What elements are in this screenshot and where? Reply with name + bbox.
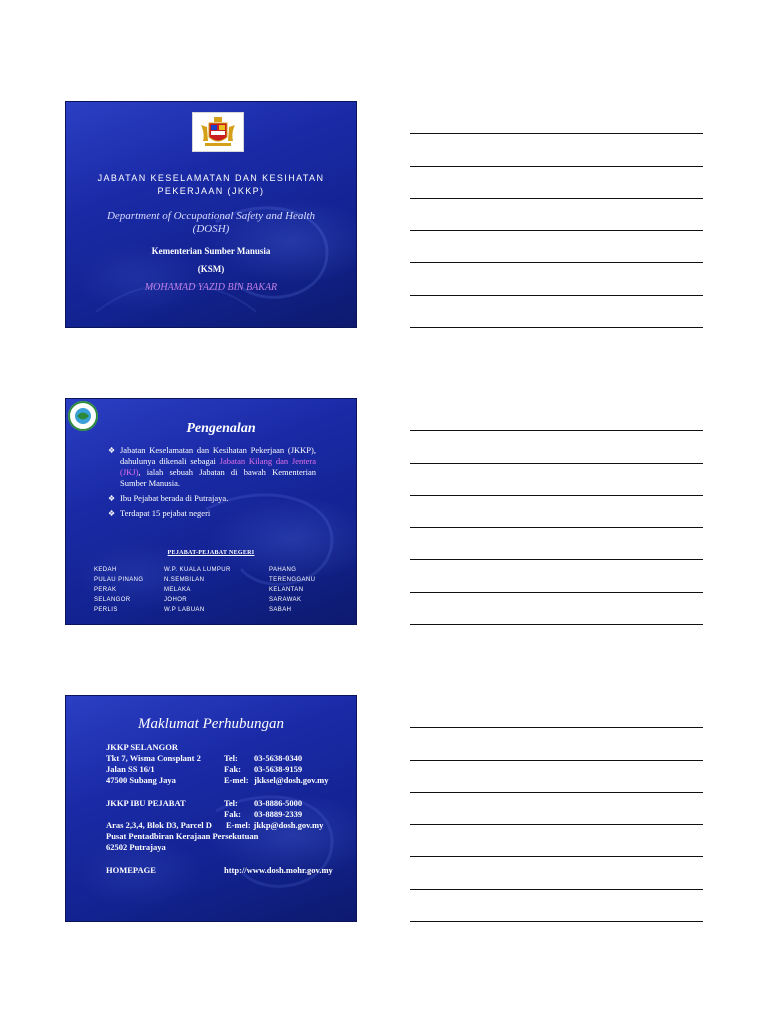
slide-heading: Maklumat Perhubungan	[138, 716, 284, 732]
phone-number: 03-5638-0340	[254, 753, 303, 763]
phone-number: 03-8886-5000	[254, 798, 303, 808]
office-name: JKKP SELANGOR	[106, 742, 179, 752]
note-line	[410, 559, 703, 560]
homepage-row	[106, 865, 346, 876]
agency-name	[86, 172, 336, 198]
note-line	[410, 166, 703, 167]
address-line: Pusat Pentadbiran Kerajaan Persekutuan	[106, 831, 259, 841]
note-line	[410, 133, 703, 134]
dosh-logo-icon	[68, 401, 98, 431]
state-name: SARAWAK	[269, 597, 302, 603]
state-offices-heading: PEJABAT-PEJABAT NEGERI	[167, 550, 255, 556]
homepage-label: HOMEPAGE	[106, 865, 156, 875]
office-name: JKKP IBU PEJABAT	[106, 798, 186, 808]
diamond-bullet-icon: ❖	[108, 509, 116, 518]
department-name-line1: Department of Occupational Safety and Health	[106, 210, 316, 222]
state-name: W.P LABUAN	[164, 607, 205, 613]
diamond-bullet-icon: ❖	[108, 494, 116, 503]
note-line	[410, 527, 703, 528]
state-name: PERLIS	[94, 607, 118, 613]
note-line	[410, 824, 703, 825]
state-name: PAHANG	[269, 567, 297, 573]
contact-row	[106, 798, 346, 809]
department-name	[86, 210, 336, 236]
ministry-abbreviation: (KSM)	[197, 264, 225, 274]
bullet-text-part: , ialah sebuah Jabatan di bawah Kementerian Sumber Manusia.	[120, 467, 316, 488]
note-line	[410, 889, 703, 890]
spacer	[106, 853, 346, 865]
state-column	[94, 565, 143, 615]
phone-label: Tel:	[224, 798, 238, 808]
email-label: E-mel:	[224, 775, 249, 785]
bullet-item	[108, 508, 316, 519]
fax-number: 03-5638-9159	[254, 764, 303, 774]
state-name: KELANTAN	[269, 587, 304, 593]
state-name: MELAKA	[164, 587, 191, 593]
phone-label: Tel:	[224, 753, 238, 763]
agency-name-line1: JABATAN KESELAMATAN DAN KESIHATAN	[97, 173, 325, 183]
note-line	[410, 727, 703, 728]
state-name: JOHOR	[164, 597, 187, 603]
email-address: jkkp@dosh.gov.my	[253, 820, 324, 830]
state-name: W.P. KUALA LUMPUR	[164, 567, 231, 573]
address-line: Aras 2,3,4, Blok D3, Parcel D	[106, 820, 212, 830]
state-name: TERENGGANU	[269, 577, 316, 583]
ministry-name: Kementerian Sumber Manusia	[151, 246, 271, 256]
bullet-item	[108, 493, 316, 504]
contact-row	[106, 764, 346, 775]
diamond-bullet-icon: ❖	[108, 446, 116, 455]
state-column	[269, 565, 315, 615]
contact-details	[106, 742, 346, 876]
contact-row	[106, 820, 346, 831]
address-line: 62502 Putrajaya	[106, 842, 166, 852]
state-name: SABAH	[269, 607, 292, 613]
slide-introduction	[66, 399, 356, 624]
state-name: SELANGOR	[94, 597, 131, 603]
bullet-text: Ibu Pejabat berada di Putrajaya.	[120, 493, 229, 503]
bullet-text	[120, 445, 316, 489]
note-line	[410, 430, 703, 431]
homepage-url: http://www.dosh.mohr.gov.my	[224, 865, 333, 875]
slide-title	[66, 102, 356, 327]
contact-row	[106, 775, 346, 786]
note-line	[410, 230, 703, 231]
department-name-line2: (DOSH)	[192, 223, 230, 235]
state-name: PULAU PINANG	[94, 577, 144, 583]
email-address: jkksel@dosh.gov.my	[254, 775, 329, 785]
bullet-text-part: Jabatan Keselamatan dan Kesihatan Pekerjaan (JKKP), dahulunya dikenali sebagai	[120, 445, 316, 466]
note-line	[410, 856, 703, 857]
email-label: E-mel:	[226, 820, 251, 830]
note-line	[410, 495, 703, 496]
author-name: MOHAMAD YAZID BIN BAKAR	[144, 282, 278, 293]
state-name: N.SEMBILAN	[164, 577, 205, 583]
note-line	[410, 624, 703, 625]
fax-label: Fak:	[224, 764, 241, 774]
malaysia-coat-of-arms-icon	[192, 112, 244, 152]
agency-name-line2: PEKERJAAN (JKKP)	[157, 186, 265, 196]
note-line	[410, 463, 703, 464]
address-line: 47500 Subang Jaya	[106, 775, 176, 785]
note-line	[410, 295, 703, 296]
contact-row	[106, 809, 346, 820]
highlighted-term: Jabatan Kilang dan Jentera (JKJ)	[120, 456, 316, 477]
bullet-item	[108, 445, 316, 489]
slide-contact-info	[66, 696, 356, 921]
bullet-list	[108, 445, 316, 523]
note-line	[410, 592, 703, 593]
state-column	[164, 565, 231, 615]
fax-number: 03-8889-2339	[254, 809, 303, 819]
slide-heading: Pengenalan	[186, 421, 256, 436]
address-line: Jalan SS 16/1	[106, 764, 155, 774]
state-name: PERAK	[94, 587, 117, 593]
note-line	[410, 198, 703, 199]
note-line	[410, 792, 703, 793]
note-line	[410, 262, 703, 263]
note-line	[410, 327, 703, 328]
note-line	[410, 760, 703, 761]
spacer	[106, 786, 346, 798]
state-name: KEDAH	[94, 567, 117, 573]
bullet-text: Terdapat 15 pejabat negeri	[120, 508, 211, 518]
note-line	[410, 921, 703, 922]
fax-label: Fak:	[224, 809, 241, 819]
address-line: Tkt 7, Wisma Consplant 2	[106, 753, 201, 763]
empty-cell	[106, 809, 224, 820]
contact-row	[106, 753, 346, 764]
